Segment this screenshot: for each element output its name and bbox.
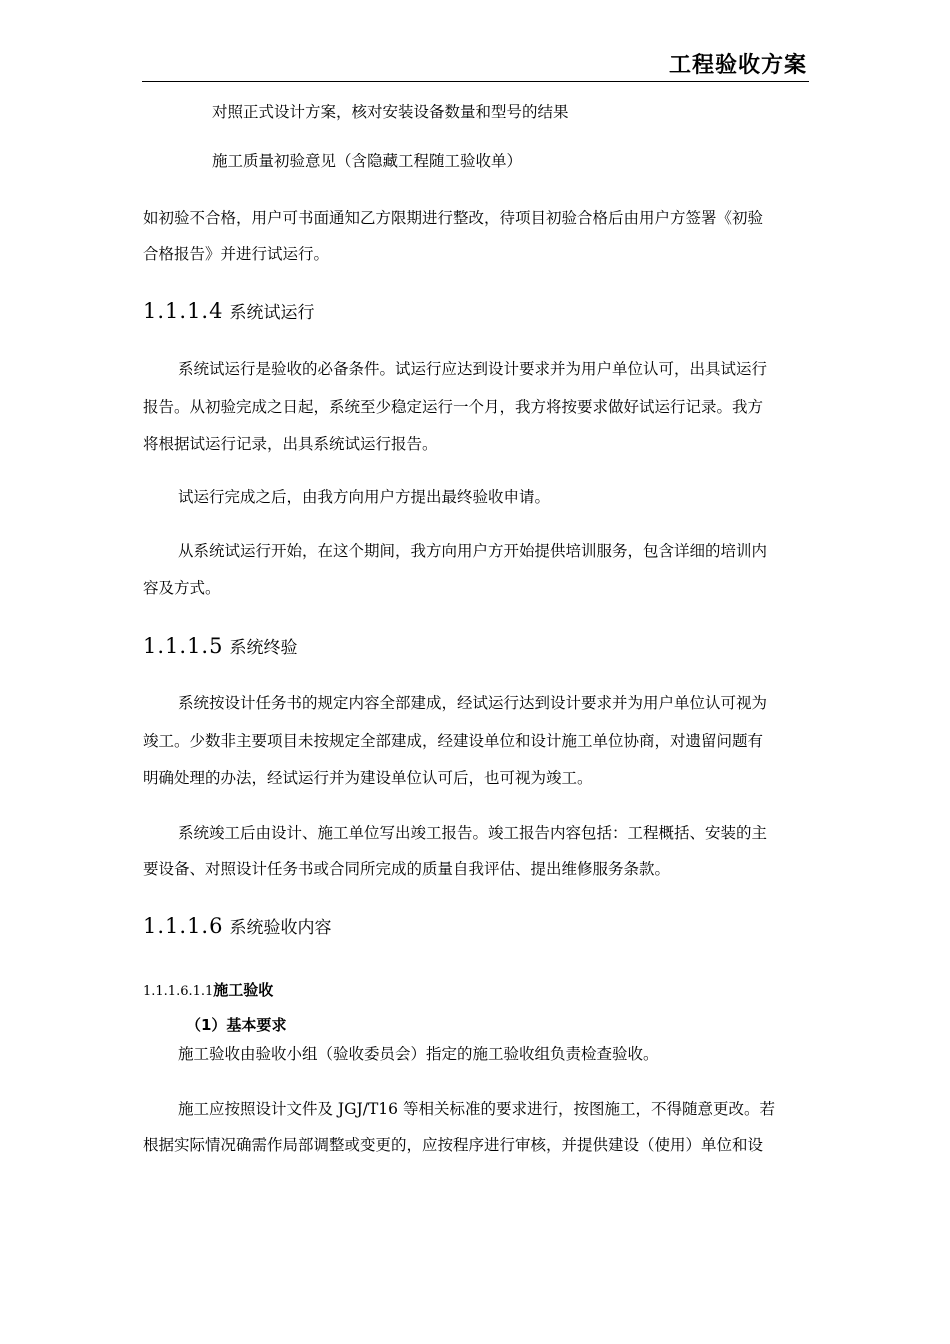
- paragraph-line: 系统竣工后由设计、施工单位写出竣工报告。竣工报告内容包括：工程概括、安装的主: [178, 824, 768, 842]
- section-number: 1.1.1.4: [143, 299, 224, 323]
- paragraph-line: 根据实际情况确需作局部调整或变更的，应按程序进行审核，并提供建设（使用）单位和设: [143, 1136, 764, 1154]
- paragraph-line: 明确处理的办法，经试运行并为建设单位认可后，也可视为竣工。: [143, 769, 593, 787]
- paragraph-line: 报告。从初验完成之日起，系统至少稳定运行一个月，我方将按要求做好试运行记录。我方: [143, 398, 764, 416]
- section-heading-1-1-1-5: [143, 633, 297, 658]
- paragraph-line: 系统按设计任务书的规定内容全部建成，经试运行达到设计要求并为用户单位认可视为: [178, 694, 768, 712]
- section-title: 系统试运行: [229, 303, 315, 323]
- section-number: 1.1.1.6: [143, 914, 224, 938]
- paragraph-line: 施工应按照设计文件及 JGJ/T16 等相关标准的要求进行，按图施工，不得随意更改。若: [178, 1100, 775, 1118]
- header-divider: [142, 81, 809, 82]
- subsection-number: 1.1.1.6.1.1: [143, 984, 214, 999]
- paragraph-line: 要设备、对照设计任务书或合同所完成的质量自我评估、提出维修服务条款。: [143, 860, 671, 878]
- header-title: 工程验收方案: [668, 53, 807, 78]
- paragraph-line: 系统试运行是验收的必备条件。试运行应达到设计要求并为用户单位认可，出具试运行: [178, 360, 768, 378]
- section-heading-1-1-1-4: [143, 298, 314, 323]
- paragraph-line: 容及方式。: [143, 579, 221, 597]
- paragraph-line: 施工验收由验收小组（验收委员会）指定的施工验收组负责检查验收。: [178, 1045, 659, 1063]
- section-title: 系统终验: [229, 638, 298, 658]
- paragraph-line: 施工质量初验意见（含隐藏工程随工验收单）: [212, 152, 523, 170]
- subsection-title: 施工验收: [213, 981, 274, 999]
- paragraph-line: 从系统试运行开始，在这个期间，我方向用户方开始提供培训服务，包含详细的培训内: [178, 542, 768, 560]
- paragraph-line: 竣工。少数非主要项目未按规定全部建成，经建设单位和设计施工单位协商，对遗留问题有: [143, 732, 764, 750]
- paragraph-line: 将根据试运行记录，出具系统试运行报告。: [143, 435, 438, 453]
- section-heading-1-1-1-6: [143, 913, 331, 938]
- subheading-basic-requirements: （1）基本要求: [186, 1016, 287, 1034]
- paragraph-line: 合格报告》并进行试运行。: [143, 245, 330, 263]
- paragraph-line: 试运行完成之后，由我方向用户方提出最终验收申请。: [178, 488, 551, 506]
- paragraph-line: 如初验不合格，用户可书面通知乙方限期进行整改，待项目初验合格后由用户方签署《初验: [143, 209, 764, 227]
- section-title: 系统验收内容: [229, 918, 332, 938]
- paragraph-line: 对照正式设计方案，核对安装设备数量和型号的结果: [212, 103, 569, 121]
- section-number: 1.1.1.5: [143, 634, 224, 658]
- subsection-heading-1-1-1-6-1-1: [143, 979, 273, 1000]
